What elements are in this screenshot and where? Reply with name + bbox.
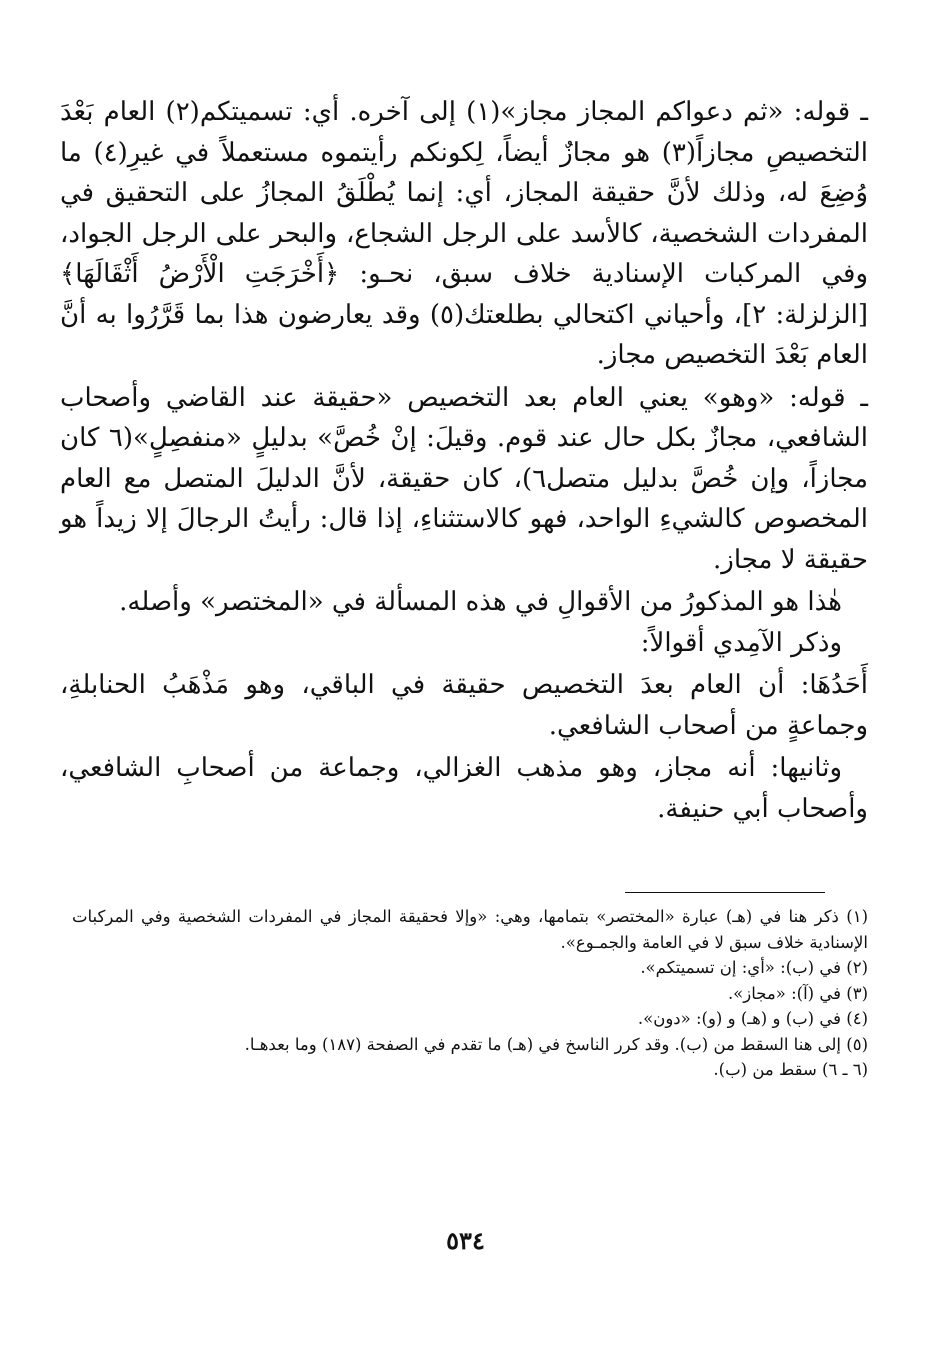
footnote-6: (٦ ـ ٦) سقط من (ب).	[713, 1060, 868, 1079]
footnote-1: (١) ذكر هنا في (هـ) عبارة «المختصر» بتمامها، وهي: «وإلا فحقيقة المجاز في المفردات الشخصية وفي المركبات الإسنادية خلاف سبق لا في العامة والجمـوع».	[72, 907, 868, 952]
paragraph-summary: هٰذا هو المذكورُ من الأقوالِ في هذه المسألة في «المختصر» وأصله.	[119, 587, 842, 617]
footnote-5: (٥) إلى هنا السقط من (ب). وقد كرر الناسخ في (هـ) ما تقدم في الصفحة (١٨٧) وما بعدهـا.	[244, 1034, 868, 1054]
page-number: ٥٣٤	[446, 1226, 485, 1255]
footnote-4: (٤) في (ب) و (هـ) و (و): «دون».	[637, 1009, 868, 1028]
paragraph-amidi-intro: وذكر الآمِدي أقوالاً:	[640, 627, 842, 658]
paragraph-commentary-wahuwa: ـ قوله: «وهو» يعني العام بعد التخصيص «حقيقة عند القاضي وأصحاب الشافعي، مجازٌ بكل حال عند قوم. وقيلَ: إنْ خُصَّ» بدليلٍ «منفصِلٍ»(٦ كان مجازاً، وإن خُصَّ بدليل متصل٦)، كان حقيقة، لأنَّ الدليلَ المتصل مع العام المخصوص كالشيءِ الواحد، فهو كالاستثناءِ، إذا قال: رأيتُ الرجالَ إلا زيداً هو حقيقة لا مجاز.	[60, 382, 868, 575]
paragraph-second-opinion: وثانيها: أنه مجاز، وهو مذهب الغزالي، وجماعة من أصحابِ الشافعي، وأصحاب أبي حنيفة.	[60, 753, 868, 824]
footnotes	[72, 904, 868, 1083]
paragraph-commentary-majaz: ـ قوله: «ثم دعواكم المجاز مجاز»(١) إلى آخره. أي: تسميتكم(٢) العام بَعْدَ التخصيصِ مجازاً(٣) هو مجازٌ أيضاً، لِكونكم رأيتموه مستعملاً في غيرِ(٤) ما وُضِعَ له، وذلك لأنَّ حقيقة المجاز، أي: إنما يُطْلَقُ المجازُ على التحقيق في المفردات الشخصية، كالأسد على الرجل الشجاع، والبحر على الرجل الجواد، وفي المركبات الإسنادية خلاف سبق، نحـو: ﴿أَخْرَجَتِ الْأَرْضُ أَثْقَالَهَا﴾ [الزلزلة: ٢]، وأحياني اكتحالي بطلعتك(٥) وقد يعارضون هذا بما قَرَّرُوا به أنَّ العام بَعْدَ التخصيص مجاز.	[60, 97, 869, 370]
footnote-2: (٢) في (ب): «أي: إن تسميتكم».	[640, 958, 868, 977]
footnote-divider	[625, 892, 825, 893]
main-text	[60, 92, 868, 829]
paragraph-first-opinion: أَحَدُهَا: أن العام بعدَ التخصيص حقيقة في الباقي، وهو مَذْهَبُ الحنابلةِ، وجماعةٍ من أصحاب الشافعي.	[60, 670, 868, 741]
footnote-3: (٣) في (آ): «مجاز».	[727, 983, 868, 1003]
